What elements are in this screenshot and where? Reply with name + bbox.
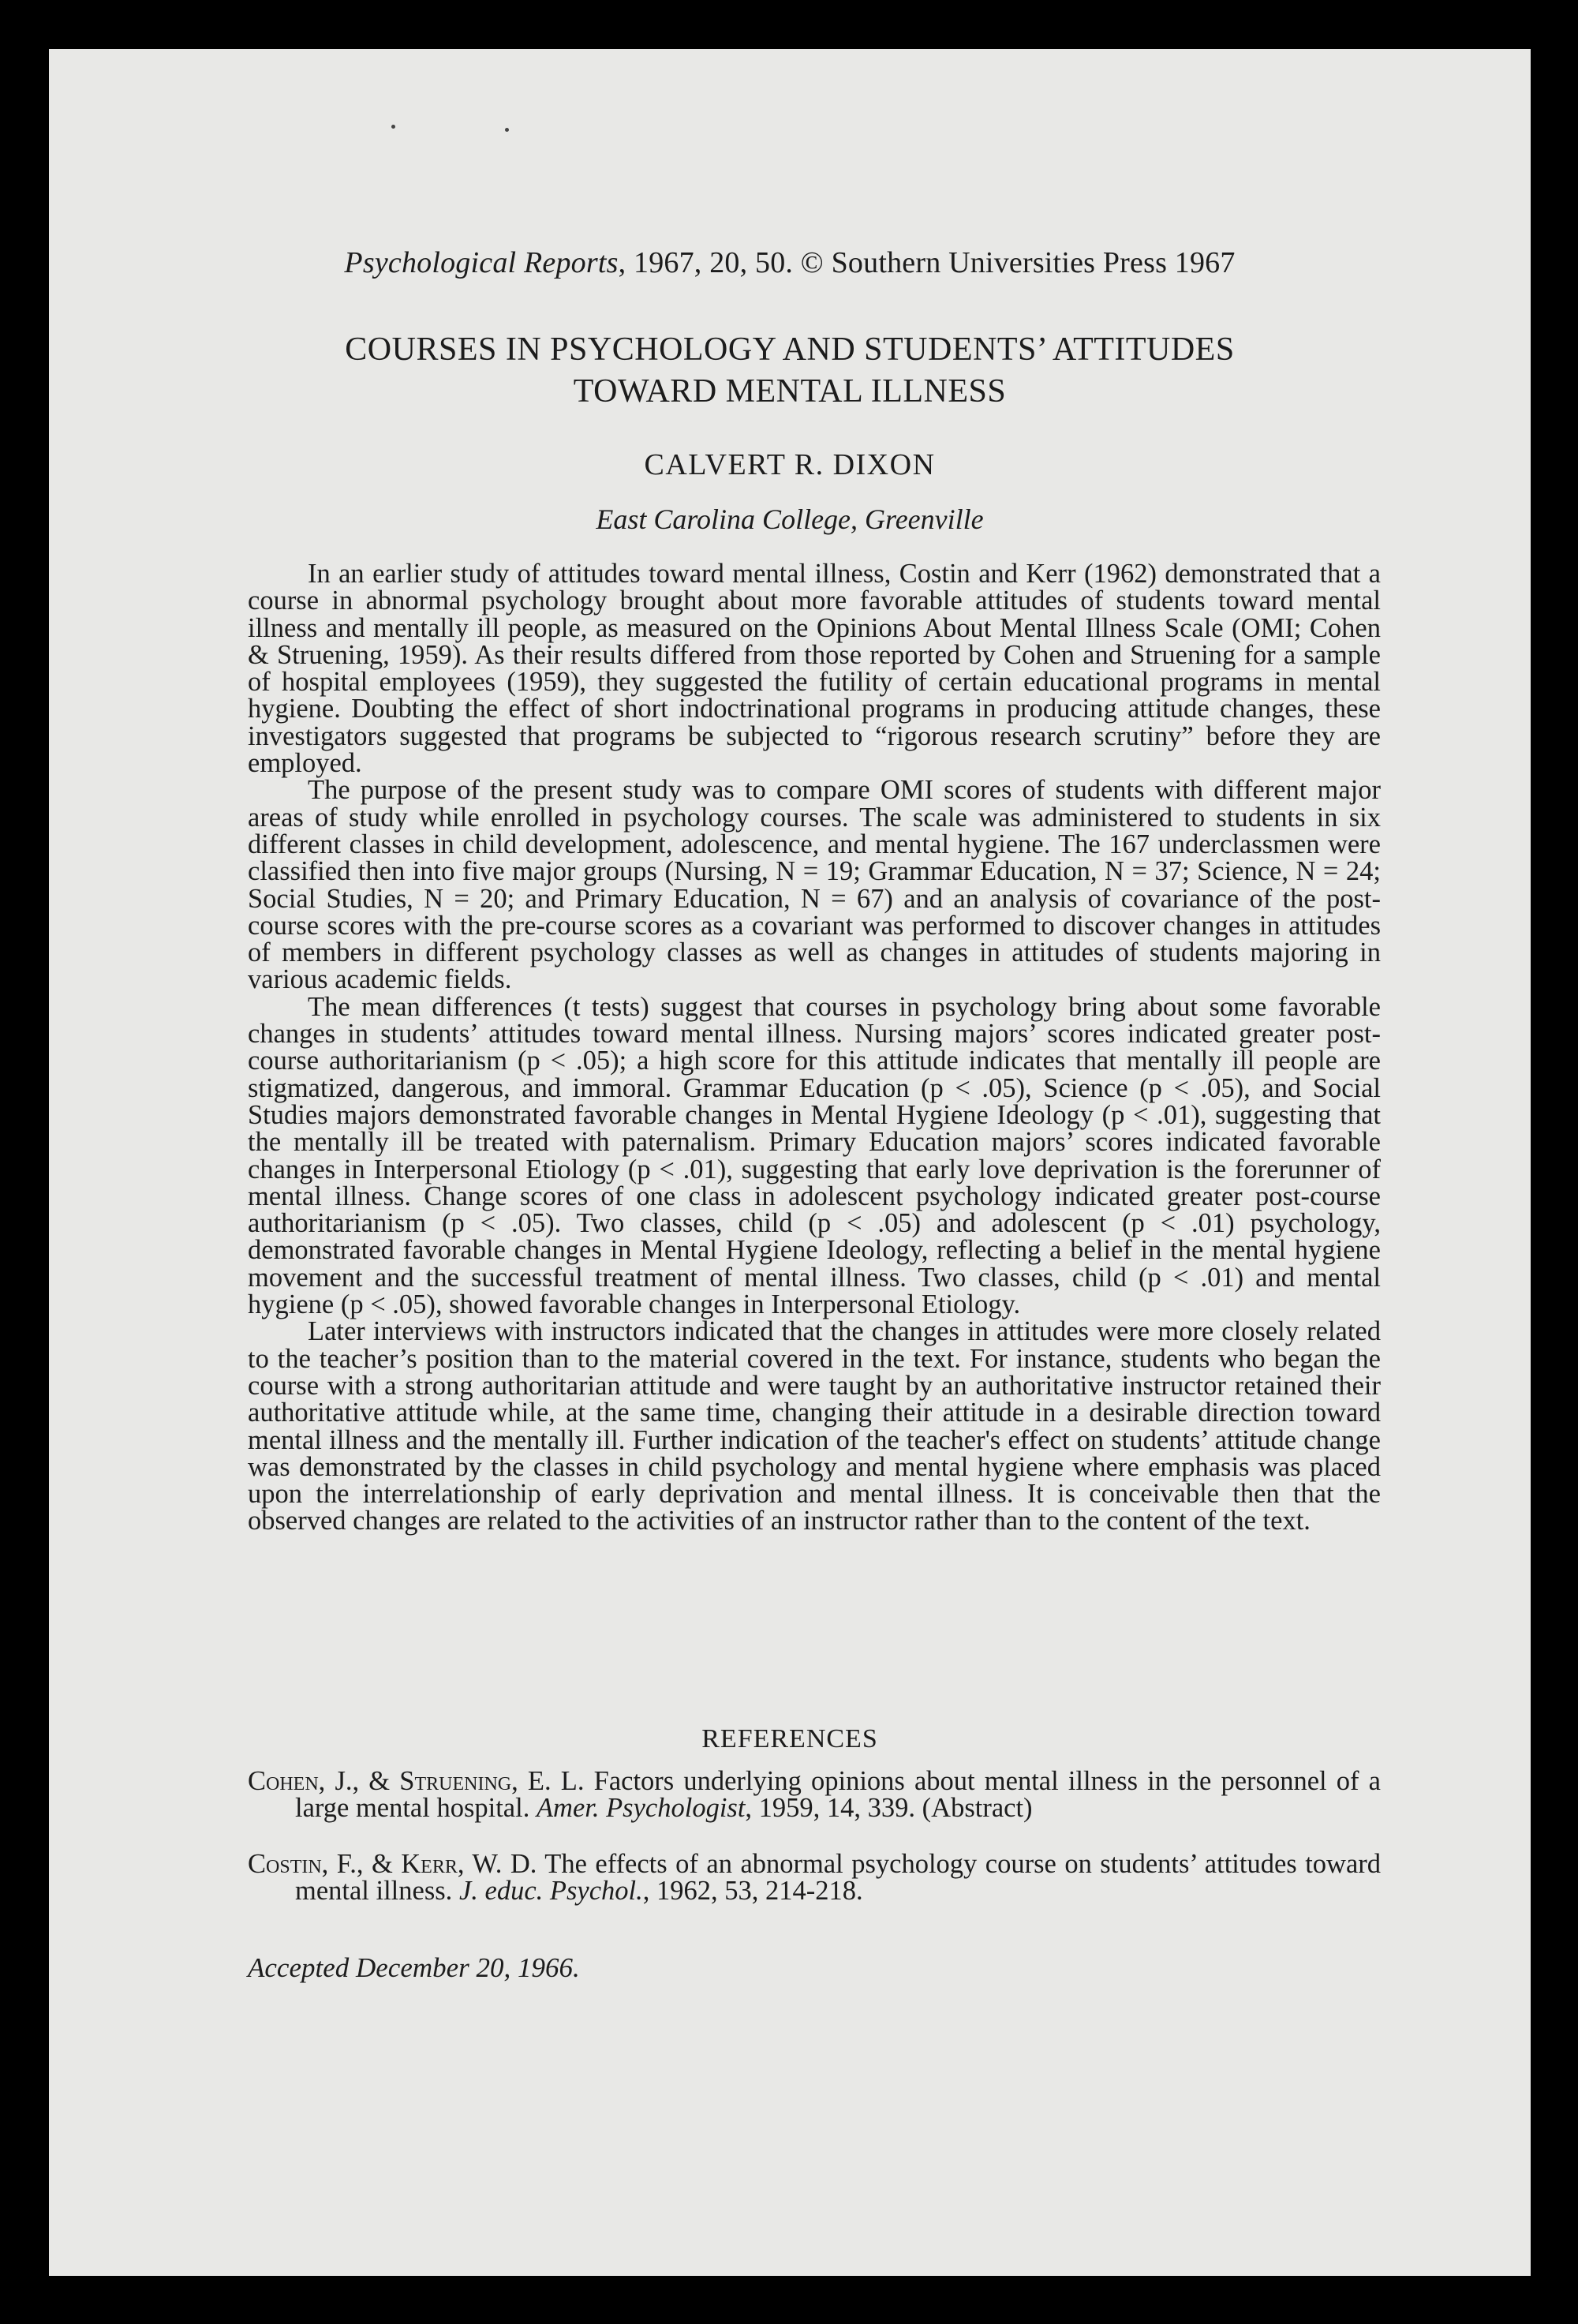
journal-name: Psychological Reports: [344, 246, 619, 279]
accepted-date: Accepted December 20, 1966.: [248, 1952, 580, 1983]
body-paragraph-2: The purpose of the present study was to compare OMI scores of students with different major areas of study while enrolled in psychology courses. The scale was administered to students in six different classes in child development, adolescence, and mental hygiene. The 167 underclassmen were classified then into five major groups (Nursing, N = 19; Grammar Education, N = 37; Science, N = 24; Social Studies, N = 20; and Primary Education, N = 67) and an analysis of covariance of the post-course scores with the pre-course scores as a covariant was performed to discover changes in attitudes of members in different psychology classes as well as changes in attitudes of students majoring in various academic fields.: [248, 775, 1381, 995]
article-body: [248, 560, 1381, 1535]
print-speck: [505, 128, 509, 132]
body-paragraph-4: Later interviews with instructors indicated that the changes in attitudes were more closely related to the teacher’s position than to the material covered in the text. For instance, students who began the course with a strong authoritarian attitude and were taught by an authoritative instructor retained their authoritative attitude while, at the same time, changing their attitude in a desirable direction toward mental illness and the mentally ill. Further indication of the teacher's effect on students’ attitude change was demonstrated by the classes in child psychology and mental hygiene where emphasis was placed upon the interrelationship of early deprivation and mental illness. It is conceivable then that the observed changes are related to the activities of an instructor rather than to the content of the text.: [248, 1316, 1381, 1536]
body-paragraph-1: In an earlier study of attitudes toward mental illness, Costin and Kerr (1962) demonstrated that a course in abnormal psychology brought about more favorable attitudes of students toward mental illness and mentally ill people, as measured on the Opinions About Mental Illness Scale (OMI; Cohen & Struening, 1959). As their results differed from those reported by Cohen and Struening for a sample of hospital employees (1959), they suggested the futility of certain educational programs in mental hygiene. Doubting the effect of short indoctrinational programs in producing attitude changes, these investigators suggested that programs be subjected to “rigorous research scrutiny” before they are employed.: [248, 559, 1381, 779]
reference-details: , 1959, 14, 339. (Abstract): [745, 1793, 1033, 1824]
reference-journal: J. educ. Psychol.: [458, 1876, 643, 1907]
body-paragraph-3: The mean differences (t tests) suggest that courses in psychology bring about some favorable changes in students’ attitudes toward mental illness. Nursing majors’ scores indicated greater post-course authoritarianism (p < .05); a high score for this attitude indicates that mentally ill people are stigmatized, dangerous, and immoral. Grammar Education (p < .05), Science (p < .05), and Social Studies majors demonstrated favorable changes in Mental Hygiene Ideology (p < .01), suggesting that the mentally ill be treated with paternalism. Primary Education majors’ scores indicated favorable changes in Interpersonal Etiology (p < .01), suggesting that early love deprivation is the forerunner of mental illness. Change scores of one class in adolescent psychology indicated greater post-course authoritarianism (p < .05). Two classes, child (p < .05) and adolescent (p < .01) psychology, demonstrated favorable changes in Mental Hygiene Ideology, reflecting a belief in the mental hygiene movement and the successful treatment of mental illness. Two classes, child (p < .01) and mental hygiene (p < .05), showed favorable changes in Interpersonal Etiology.: [248, 991, 1381, 1320]
article-title: [49, 329, 1531, 413]
citation-details: , 1967, 20, 50. © Southern Universities Press 1967: [618, 246, 1236, 279]
print-speck: [391, 125, 395, 129]
reference-title: Factors underlying opinions about mental illness in the personnel of a large mental hospital.: [295, 1766, 1381, 1824]
article-title-line-1: COURSES IN PSYCHOLOGY AND STUDENTS’ ATTITUDES: [345, 331, 1235, 368]
author-affiliation: East Carolina College, Greenville: [596, 503, 984, 535]
author-name: CALVERT R. DIXON: [644, 448, 936, 481]
reference-authors: Costin, F., & Kerr, W. D.: [248, 1849, 537, 1879]
reference-authors: Cohen, J., & Struening, E. L.: [248, 1766, 585, 1796]
journal-citation: [49, 245, 1531, 280]
references-heading: REFERENCES: [701, 1724, 878, 1753]
paper-sheet: [49, 49, 1531, 2276]
reference-details: , 1962, 53, 214-218.: [642, 1876, 863, 1907]
article-title-line-2: TOWARD MENTAL ILLNESS: [573, 373, 1007, 410]
reference-item: [248, 1768, 1381, 1822]
reference-title: The effects of an abnormal psychology course on students’ attitudes toward mental illness.: [295, 1849, 1381, 1907]
reference-item: [248, 1851, 1381, 1905]
reference-journal: Amer. Psychologist: [536, 1793, 746, 1824]
